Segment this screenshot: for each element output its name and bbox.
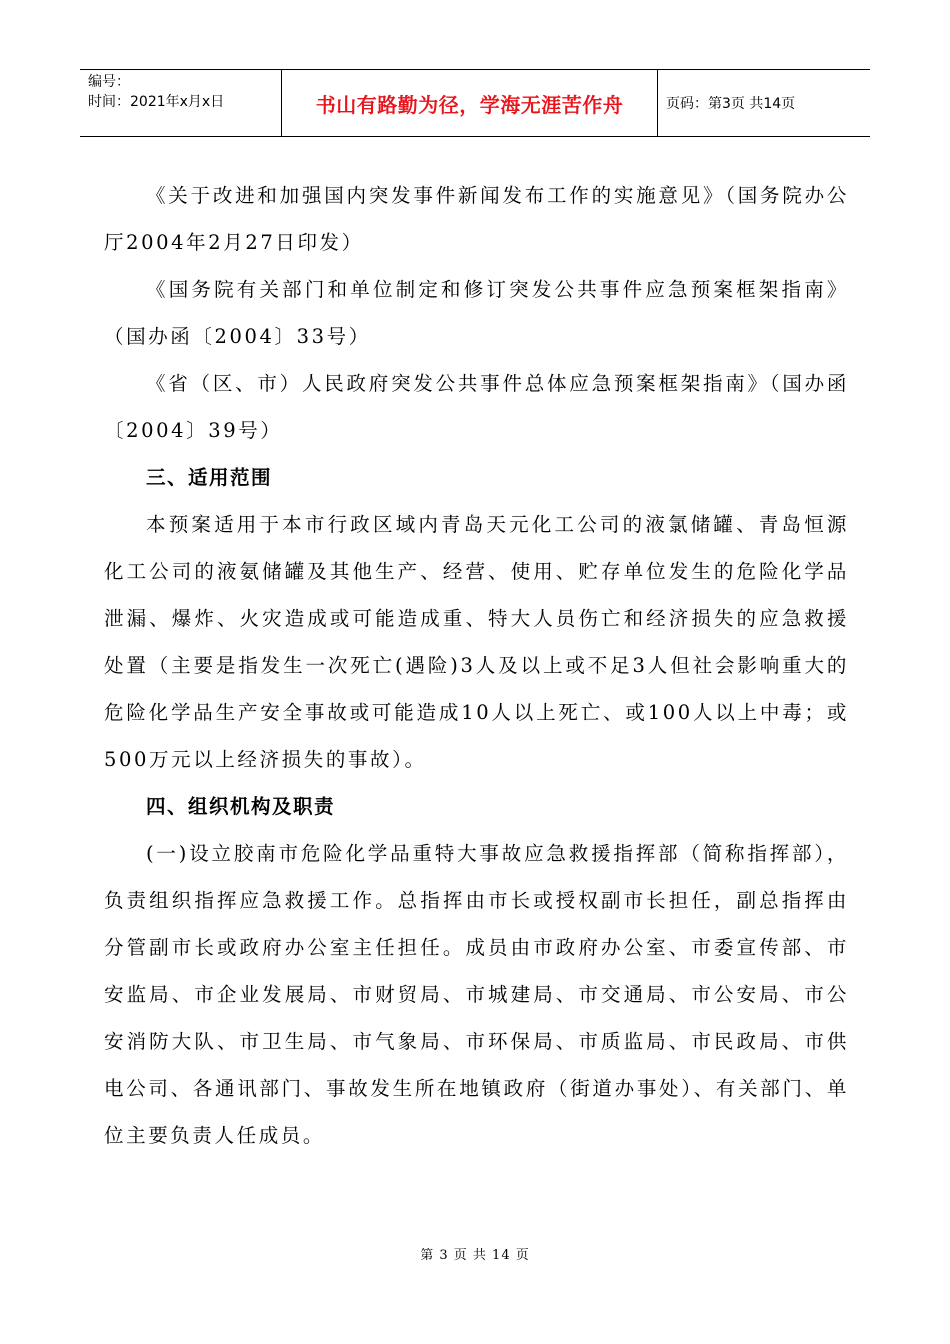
document-body: [104, 172, 849, 1159]
header-motto: 书山有路勤为径，学海无涯苦作舟: [282, 70, 658, 136]
document-number-label: 编号：: [88, 74, 130, 90]
reference-paragraph: 《关于改进和加强国内突发事件新闻发布工作的实施意见》（国务院办公厅2004年2月27日印发）: [104, 184, 849, 254]
document-date: 时间：2021年x月x日: [88, 94, 225, 110]
header-page-info: 页码：第3页 共14页: [666, 96, 796, 112]
page-header: [80, 69, 870, 137]
section-heading-organization: 四、组织机构及职责: [146, 795, 336, 818]
organization-paragraph: (一)设立胶南市危险化学品重特大事故应急救援指挥部（简称指挥部），负责组织指挥应急救援工作。总指挥由市长或授权副市长担任，副总指挥由分管副市长或政府办公室主任担任。成员由市政府办公室、市委宣传部、市安监局、市企业发展局、市财贸局、市城建局、市交通局、市公安局、市公安消防大队、市卫生局、市气象局、市环保局、市质监局、市民政局、市供电公司、各通讯部门、事故发生所在地镇政府（街道办事处）、有关部门、单位主要负责人任成员。: [104, 842, 849, 1147]
section-heading-scope: 三、适用范围: [146, 466, 273, 489]
header-meta-cell: [80, 70, 282, 136]
reference-paragraph: 《国务院有关部门和单位制定和修订突发公共事件应急预案框架指南》（国办函〔2004〕33号）: [104, 278, 849, 348]
page-footer: 第 3 页 共 14 页: [420, 1248, 530, 1263]
scope-paragraph: 本预案适用于本市行政区域内青岛天元化工公司的液氯储罐、青岛恒源化工公司的液氨储罐及其他生产、经营、使用、贮存单位发生的危险化学品泄漏、爆炸、火灾造成或可能造成重、特大人员伤亡和经济损失的应急救援处置（主要是指发生一次死亡(遇险)3人及以上或不足3人但社会影响重大的危险化学品生产安全事故或可能造成10人以上死亡、或100人以上中毒；或500万元以上经济损失的事故）。: [104, 513, 849, 771]
reference-paragraph: 《省（区、市）人民政府突发公共事件总体应急预案框架指南》（国办函〔2004〕39号）: [104, 372, 849, 442]
